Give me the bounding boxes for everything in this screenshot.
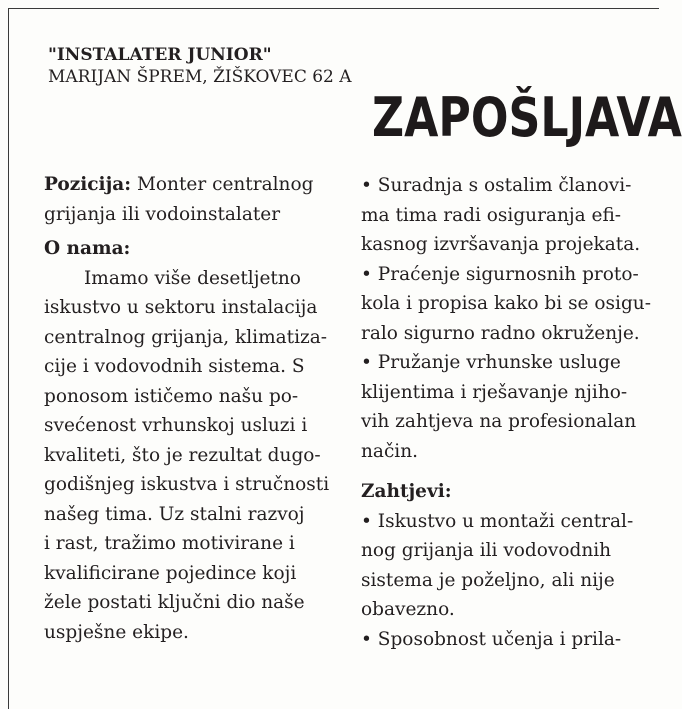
duty-bullet-2 xyxy=(361,260,661,349)
duty-line: • Praćenje sigurnosnih proto- xyxy=(361,263,639,285)
duty-line: ralo sigurno radno okruženje. xyxy=(361,322,640,344)
requirement-bullet-1 xyxy=(361,507,661,625)
about-line: Imamo više desetljetno xyxy=(84,267,301,289)
position-text-1: Monter centralnog xyxy=(131,174,314,195)
company-name: "INSTALATER JUNIOR" xyxy=(48,45,272,65)
about-line: i rast, tražimo motivirane i xyxy=(44,533,295,554)
position-text-2: grijanja ili vodoinstalater xyxy=(44,203,281,225)
duty-line: vih zahtjeva na profesionalan xyxy=(361,411,637,432)
requirements-heading: Zahtjevi: xyxy=(361,481,452,502)
headline: ZAPOŠLJAVA xyxy=(372,86,682,149)
about-line: uspješne ekipe. xyxy=(44,621,189,643)
duty-bullet-1 xyxy=(361,171,661,260)
about-line: kvaliteti, što je rezultat dugo- xyxy=(44,444,321,466)
duty-line: • Suradnja s ostalim članovi- xyxy=(361,175,632,196)
right-column xyxy=(361,171,661,654)
requirement-bullet-2 xyxy=(361,625,661,655)
duty-line: kasnog izvršavanja projekata. xyxy=(361,234,641,255)
about-line: našeg tima. Uz stalni razvoj xyxy=(44,503,305,525)
requirement-line: obavezno. xyxy=(361,599,455,620)
duty-line: kola i propisa kako bi se osigu- xyxy=(361,293,651,314)
about-line: cije i vodovodnih sistema. S xyxy=(44,356,305,377)
requirement-line: • Iskustvo u montaži central- xyxy=(361,510,634,532)
requirement-line: sistema je poželjno, ali nije xyxy=(361,569,615,591)
duty-line: • Pružanje vrhunske usluge xyxy=(361,352,621,373)
about-line: žele postati ključni dio naše xyxy=(44,592,305,613)
position-label: Pozicija: xyxy=(44,174,132,195)
duty-line: način. xyxy=(361,440,419,462)
position-paragraph xyxy=(44,170,344,229)
about-line: iskustvo u sektoru instalacija xyxy=(44,297,318,318)
requirement-line: • Sposobnost učenja i prila- xyxy=(361,628,622,650)
about-paragraph xyxy=(44,264,344,648)
company-block xyxy=(48,44,352,88)
about-heading: O nama: xyxy=(44,238,131,259)
duty-line: ma tima radi osiguranja efi- xyxy=(361,204,622,226)
about-line: centralnog grijanja, klimatiza- xyxy=(44,326,328,348)
about-line: svećenost vrhunskoj usluzi i xyxy=(44,415,308,436)
about-line: ponosom ističemo našu po- xyxy=(44,385,299,407)
company-address: MARIJAN ŠPREM, ŽIŠKOVEC 62 A xyxy=(48,67,352,87)
duty-line: klijentima i rješavanje njiho- xyxy=(361,381,628,403)
requirement-line: nog grijanja ili vodovodnih xyxy=(361,540,612,561)
about-line: kvalificirane pojedince koji xyxy=(44,562,297,584)
about-line: godišnjeg iskustva i stručnosti xyxy=(44,474,330,495)
left-column xyxy=(44,170,344,647)
duty-bullet-3 xyxy=(361,348,661,466)
